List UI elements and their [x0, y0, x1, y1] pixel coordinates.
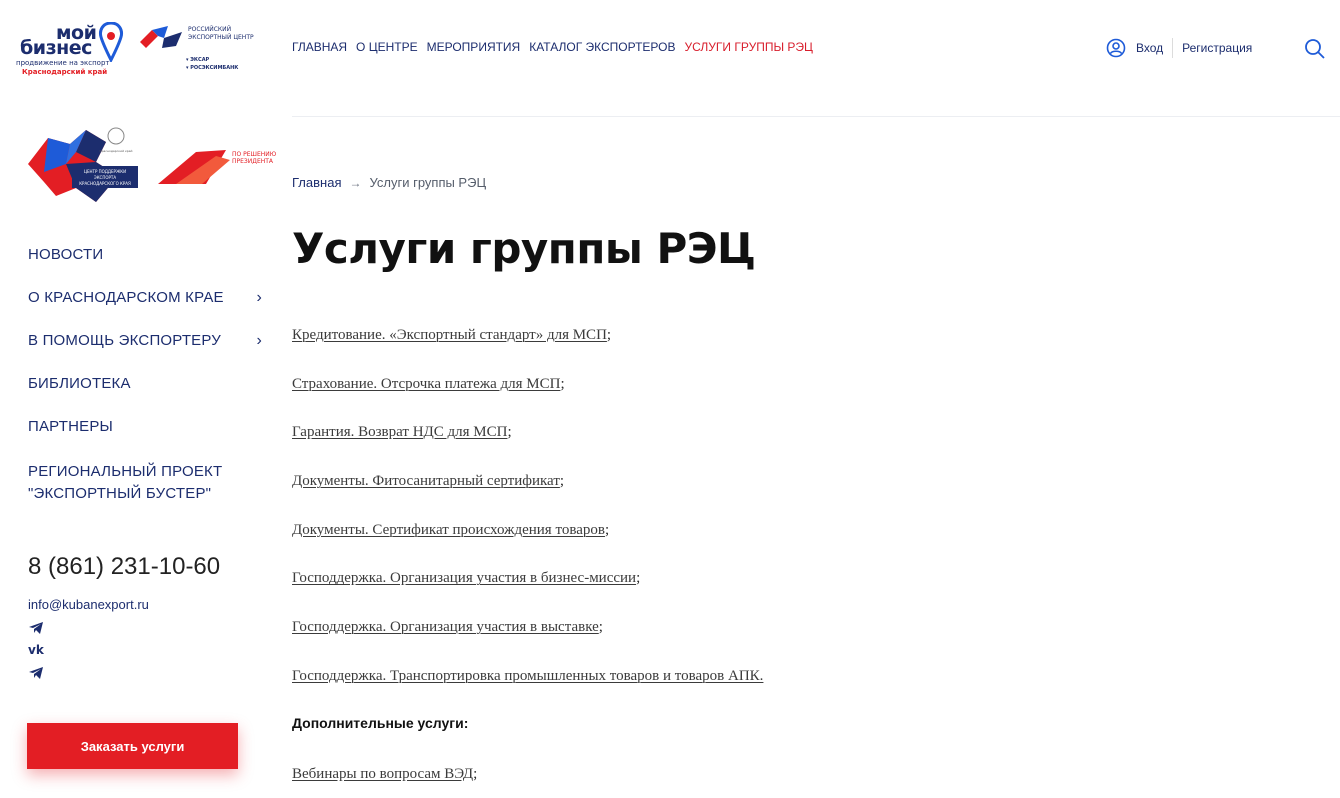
rec-logo[interactable]: [138, 22, 268, 78]
location-pin-icon: [98, 22, 124, 62]
service-link-webinars[interactable]: Вебинары по вопросам ВЭД: [292, 766, 474, 782]
breadcrumb-current: Услуги группы РЭЦ: [369, 175, 487, 190]
service-link-guarantee[interactable]: Гарантия. Возврат НДС для МСП: [292, 424, 508, 441]
sidebar-item-export-booster[interactable]: РЕГИОНАЛЬНЫЙ ПРОЕКТ "ЭКСПОРТНЫЙ БУСТЕР": [28, 463, 223, 502]
contact-phone[interactable]: 8 (861) 231-10-60: [28, 553, 221, 580]
telegram-icon[interactable]: [28, 621, 44, 635]
page-title: Услуги группы РЭЦ: [292, 224, 756, 273]
arrow-right-icon: →: [349, 175, 362, 190]
user-icon[interactable]: [1106, 38, 1126, 58]
chevron-right-icon: ›: [256, 289, 262, 306]
list-item: Документы. Фитосанитарный сертификат;: [292, 473, 565, 490]
sidebar-item-exporter-help[interactable]: В ПОМОЩЬ ЭКСПОРТЕРУ ›: [28, 332, 268, 375]
list-item: [292, 668, 763, 717]
sidebar-item-krasnodar[interactable]: О КРАСНОДАРСКОМ КРАЕ ›: [28, 289, 268, 332]
header-divider: [292, 116, 1340, 117]
order-services-button[interactable]: Заказать услуги: [27, 723, 238, 769]
nav-item-about[interactable]: О ЦЕНТРЕ: [356, 40, 418, 54]
list-item: Господдержка. Организация участия в бизнес-миссии;: [292, 570, 641, 587]
service-link-phyto[interactable]: Документы. Фитосанитарный сертификат: [292, 473, 560, 490]
svg-text:ПО РЕШЕНИЮ: ПО РЕШЕНИЮ: [232, 151, 276, 158]
login-link[interactable]: Вход: [1136, 41, 1164, 55]
service-link-origin[interactable]: Документы. Сертификат происхождения товаров: [292, 521, 605, 538]
service-link-exhibition[interactable]: Господдержка. Организация участия в выставке: [292, 619, 599, 636]
telegram-icon[interactable]: [28, 666, 44, 680]
register-link[interactable]: Регистрация: [1182, 41, 1253, 55]
sidebar-menu: [28, 246, 268, 523]
svg-text:ЦЕНТР ПОДДЕРЖКИ: ЦЕНТР ПОДДЕРЖКИ: [83, 169, 127, 174]
list-item: Страхование. Отсрочка платежа для МСП;: [292, 375, 565, 392]
vk-icon[interactable]: vk: [28, 643, 44, 657]
krasnodar-region-map-icon: [26, 122, 276, 210]
svg-text:КРАСНОДАРСКОГО КРАЯ: КРАСНОДАРСКОГО КРАЯ: [79, 181, 131, 186]
service-link-insurance[interactable]: Страхование. Отсрочка платежа для МСП: [292, 375, 561, 392]
list-item: Документы. Сертификат происхождения товаров;: [292, 521, 610, 538]
breadcrumb: [292, 175, 486, 190]
svg-text:ЭКСПОРТА: ЭКСПОРТА: [93, 175, 117, 180]
list-item: Кредитование. «Экспортный стандарт» для МСП;: [292, 327, 612, 343]
list-item: Вебинары по вопросам ВЭД;: [292, 766, 478, 782]
contact-email[interactable]: info@kubanexport.ru: [28, 597, 149, 612]
extra-services-heading: Дополнительные услуги:: [292, 715, 469, 731]
svg-text:Краснодарский край: Краснодарский край: [99, 149, 133, 153]
breadcrumb-home[interactable]: Главная: [292, 175, 342, 190]
logo-word-moi: мой: [56, 22, 97, 44]
chevron-right-icon: ›: [256, 332, 262, 349]
nav-item-services[interactable]: УСЛУГИ ГРУППЫ РЭЦ: [684, 40, 813, 54]
list-item: Гарантия. Возврат НДС для МСП;: [292, 424, 512, 441]
nav-item-catalog[interactable]: КАТАЛОГ ЭКСПОРТЕРОВ: [529, 40, 676, 54]
moi-biznes-logo[interactable]: [16, 22, 126, 84]
logo-word-biznes: бизнес: [20, 37, 92, 59]
rec-logo-text: РОССИЙСКИЙ ЭКСПОРТНЫЙ ЦЕНТР: [188, 26, 254, 41]
auth-area: [1106, 38, 1252, 58]
service-link-business-mission[interactable]: Господдержка. Организация участия в бизнес-миссии: [292, 570, 637, 587]
nav-item-events[interactable]: МЕРОПРИЯТИЯ: [426, 40, 521, 54]
list-item: Господдержка. Организация участия в выставке;: [292, 619, 603, 636]
logo-region: Краснодарский край: [22, 68, 108, 76]
services-list: [292, 327, 763, 717]
auth-divider: [1172, 38, 1173, 58]
logo-subtitle: продвижение на экспорт: [16, 59, 110, 67]
search-icon[interactable]: [1304, 38, 1326, 60]
rec-partners-text: ▾ ЭКСАР ▾ РОСЭКСИМБАНК: [186, 57, 239, 71]
service-link-credit[interactable]: Кредитование. «Экспортный стандарт» для МСП: [292, 327, 607, 343]
rec-emblem-icon: [138, 24, 184, 50]
export-center-logo[interactable]: [26, 122, 276, 210]
sidebar-item-library[interactable]: БИБЛИОТЕКА: [28, 375, 131, 392]
sidebar-item-partners[interactable]: ПАРТНЕРЫ: [28, 418, 114, 435]
svg-text:ПРЕЗИДЕНТА: ПРЕЗИДЕНТА: [232, 158, 274, 165]
sidebar-item-news[interactable]: НОВОСТИ: [28, 246, 104, 263]
service-link-transport[interactable]: Господдержка. Транспортировка промышленных товаров и товаров АПК.: [292, 667, 764, 684]
top-navigation: [292, 40, 813, 54]
nav-item-home[interactable]: ГЛАВНАЯ: [292, 40, 348, 54]
